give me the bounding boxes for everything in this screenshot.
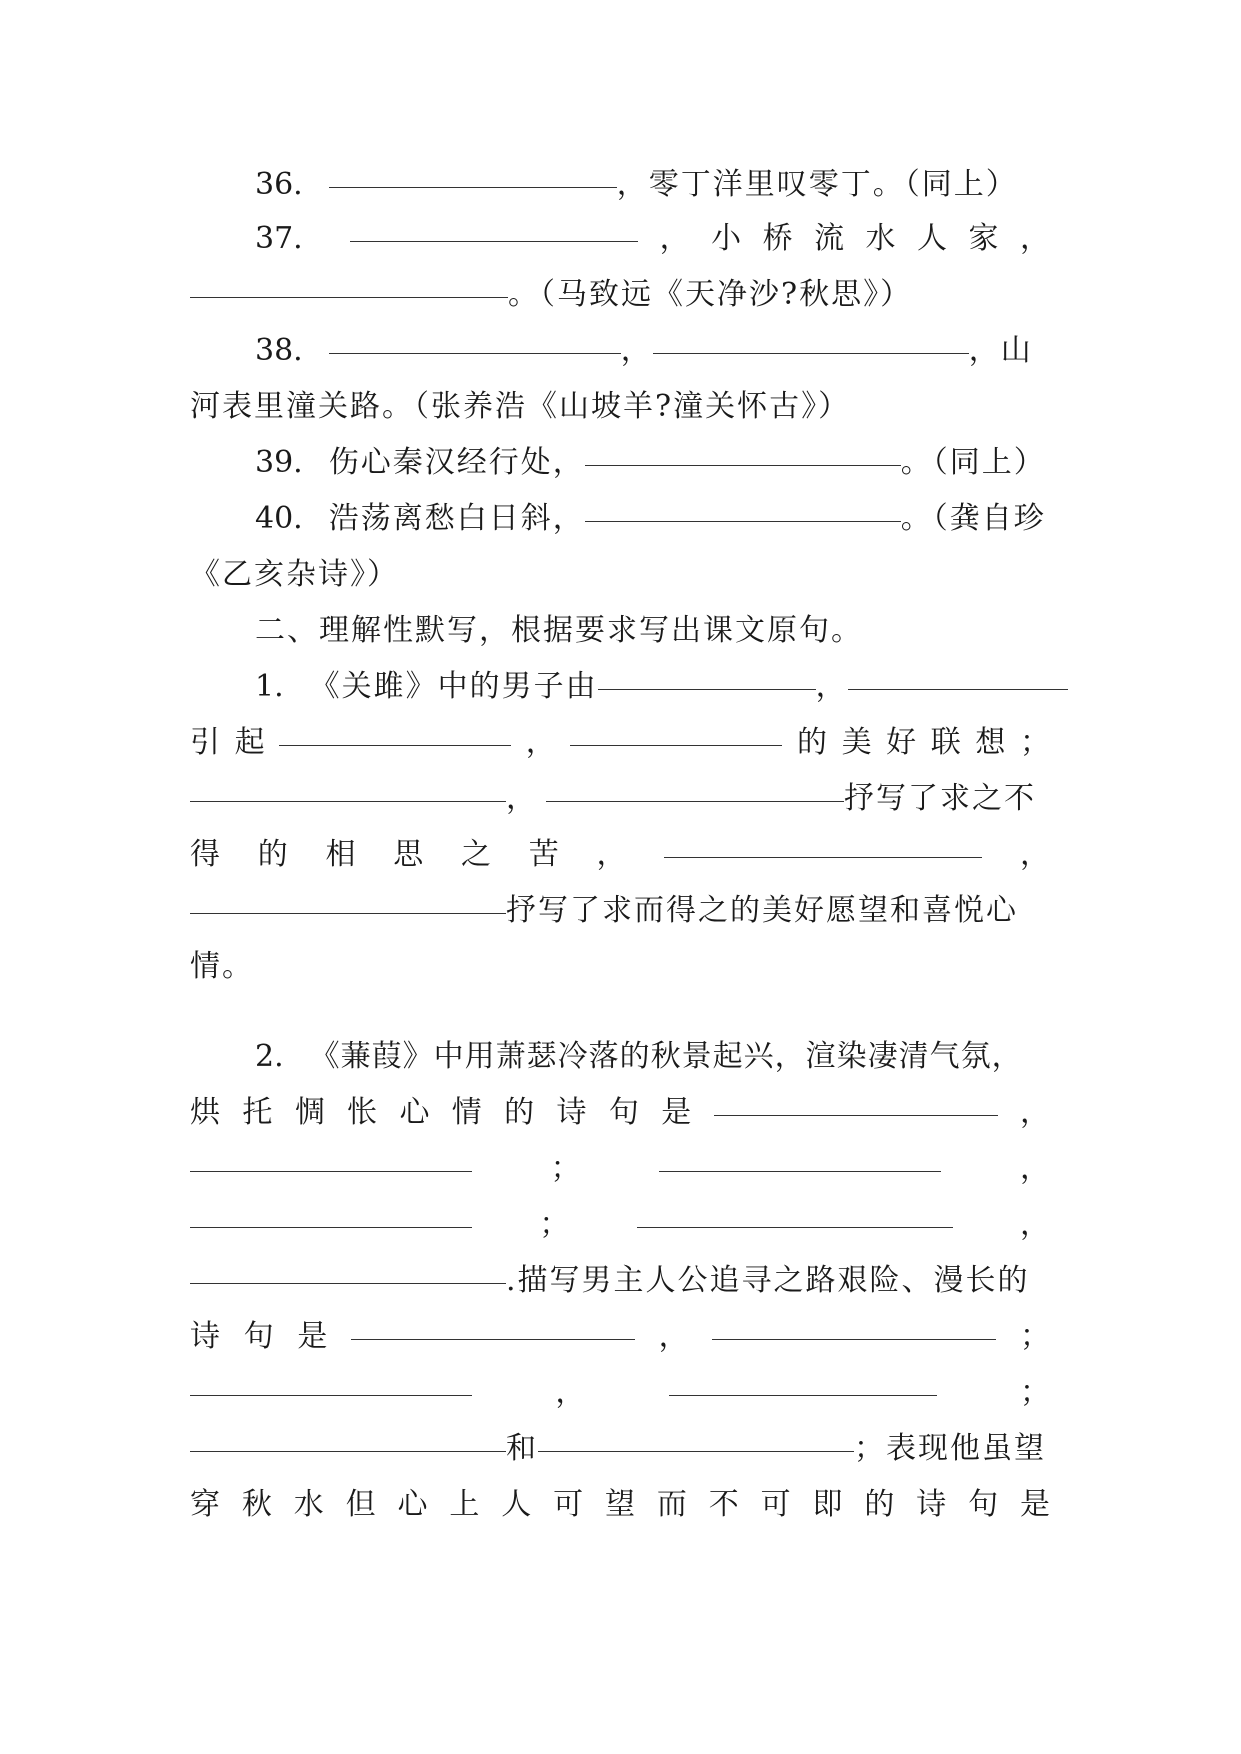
u1-word: 苦 — [528, 837, 559, 872]
u2-l1: 《蒹葭》中用萧瑟冷落的秋景起兴，渲染凄清气氛， — [309, 1039, 1023, 1074]
u1-l4-end: ， — [1020, 837, 1050, 872]
q39-line — [255, 434, 1050, 492]
u2-word: 心 — [399, 1095, 430, 1130]
u2-word: 诗 — [916, 1487, 947, 1522]
u2-line-5 — [190, 1252, 1050, 1310]
u2-word: 托 — [242, 1095, 273, 1130]
u2-word: 穿 — [190, 1487, 220, 1522]
u1-l3-sep: ， — [506, 781, 538, 816]
q39-blank — [585, 465, 901, 466]
u2-word: 是 — [661, 1095, 692, 1130]
u1-number: 1. — [255, 669, 284, 704]
u1-blank-2 — [848, 689, 1068, 690]
u2-word: 句 — [243, 1319, 274, 1354]
u1-line-1 — [255, 658, 1050, 716]
u2-word: 心 — [397, 1487, 428, 1522]
q37-source: 。（马致远《天净沙?秋思》） — [508, 277, 913, 312]
q37-number: 37. — [255, 221, 303, 256]
u2-line-8 — [190, 1420, 1050, 1478]
u1-blank-8 — [190, 913, 506, 914]
u1-line-4 — [190, 826, 1050, 884]
q39-number: 39. — [255, 445, 303, 480]
u2-blank-7 — [351, 1339, 635, 1340]
u1-l3-post: 抒写了求之不 — [844, 781, 1036, 816]
u2-word: 怅 — [347, 1095, 378, 1130]
u2-line-9 — [190, 1476, 1050, 1534]
u2-word: 即 — [812, 1487, 843, 1522]
q40-pre: 浩荡离愁白日斜， — [328, 501, 585, 536]
u1-blank-4 — [570, 745, 782, 746]
q37-char: ， — [1019, 221, 1050, 256]
u2-line-7 — [190, 1364, 1050, 1422]
u2-blank-6 — [190, 1283, 506, 1284]
u2-word: 句 — [608, 1095, 639, 1130]
u1-sep: ， — [815, 669, 848, 704]
u2-word: 不 — [708, 1487, 739, 1522]
q37-char: 家 — [968, 221, 999, 256]
u1-word: ； — [1019, 725, 1050, 760]
q37-char: 流 — [814, 221, 845, 256]
q37-line-2 — [190, 266, 1050, 324]
u2-word: 惆 — [294, 1095, 325, 1130]
u1-l5-post: 抒写了求而得之的美好愿望和喜悦心 — [506, 893, 1018, 928]
q37-blank-2 — [190, 297, 508, 298]
u2-blank-9 — [190, 1395, 472, 1396]
u2-l3-end: ， — [1019, 1151, 1050, 1186]
u1-line-5 — [190, 882, 1050, 940]
u1-line-2 — [190, 714, 1050, 772]
q36-number: 36. — [255, 167, 303, 202]
q36-blank — [329, 187, 617, 188]
u1-word: 联 — [930, 725, 961, 760]
u2-line-1 — [255, 1028, 1050, 1086]
u2-l7-sep: ， — [555, 1375, 586, 1410]
u1-blank-5 — [190, 801, 506, 802]
q37-char: 人 — [917, 221, 947, 256]
u2-blank-11 — [190, 1451, 506, 1452]
u2-l5-post: .描写男主人公追寻之路艰险、漫长的 — [506, 1263, 1030, 1298]
u1-blank-1 — [598, 689, 816, 690]
u2-l4-end: ， — [1019, 1207, 1050, 1242]
q40-post: 。（龚自珍 — [900, 501, 1046, 536]
u2-word: 的 — [864, 1487, 895, 1522]
u2-l6-end: ； — [1019, 1319, 1050, 1354]
u1-l2-sep: ， — [525, 725, 556, 760]
u1-pre: 《关雎》中的男子由 — [309, 669, 598, 704]
q38-blank-2 — [653, 353, 969, 354]
u2-l7-end: ； — [1019, 1375, 1050, 1410]
u1-word: ， — [596, 837, 627, 872]
u1-word: 之 — [461, 837, 491, 872]
section-2-title — [255, 602, 1050, 660]
u2-word: 秋 — [241, 1487, 272, 1522]
u2-word: 烘 — [190, 1095, 220, 1130]
q37-char: 小 — [711, 221, 742, 256]
u1-blank-3 — [279, 745, 511, 746]
u2-blank-5 — [637, 1227, 953, 1228]
q37-char: 桥 — [762, 221, 793, 256]
u2-l4-semi: ； — [539, 1207, 570, 1242]
u1-word: 美 — [841, 725, 872, 760]
q38-number: 38. — [255, 333, 303, 368]
u1-word: 的 — [257, 837, 288, 872]
u2-word: 望 — [605, 1487, 635, 1522]
u1-line-6 — [190, 938, 1050, 996]
q37-line — [255, 210, 1050, 268]
u2-blank-3 — [659, 1171, 941, 1172]
u1-word: 相 — [325, 837, 356, 872]
q38-blank-1 — [329, 353, 621, 354]
q38-line — [255, 322, 1050, 380]
q36-line — [255, 156, 1050, 214]
u1-word: 好 — [886, 725, 917, 760]
u2-word: 的 — [504, 1095, 535, 1130]
u2-l8-post: ；表现他虽望 — [854, 1431, 1046, 1466]
q40-line-2 — [190, 546, 1050, 604]
u2-word: 人 — [501, 1487, 532, 1522]
u2-line-3 — [190, 1140, 1050, 1198]
u1-word: 得 — [190, 837, 220, 872]
u2-word: 诗 — [556, 1095, 587, 1130]
u1-word: 的 — [796, 725, 827, 760]
u1-word: 想 — [975, 725, 1006, 760]
u2-l2-end: ， — [1019, 1095, 1050, 1130]
u1-word: 思 — [393, 837, 424, 872]
u2-line-6 — [190, 1308, 1050, 1366]
q40-number: 40. — [255, 501, 303, 536]
u1-word: 起 — [234, 725, 265, 760]
q37-char: ， — [659, 221, 690, 256]
u2-line-2 — [190, 1084, 1050, 1142]
q37-char: 水 — [865, 221, 896, 256]
u2-word: 水 — [293, 1487, 324, 1522]
q39-post: 。（同上） — [900, 445, 1046, 480]
u2-blank-8 — [712, 1339, 996, 1340]
u2-word: 而 — [656, 1487, 687, 1522]
q36-text: ，零丁洋里叹零丁。（同上） — [616, 167, 1018, 202]
u2-word: 诗 — [190, 1319, 220, 1354]
u2-word: 情 — [451, 1095, 482, 1130]
u2-l3-semi: ； — [550, 1151, 581, 1186]
u2-blank-2 — [190, 1171, 472, 1172]
u2-blank-4 — [190, 1227, 472, 1228]
q40-source: 《乙亥杂诗》） — [190, 557, 399, 592]
q38-line-2 — [190, 378, 1050, 436]
section-2-heading: 二、理解性默写，根据要求写出课文原句。 — [255, 613, 863, 648]
q39-pre: 伤心秦汉经行处， — [328, 445, 585, 480]
u2-number: 2. — [255, 1039, 284, 1074]
q38-sep-2: ，山 — [968, 333, 1033, 368]
u2-l8-mid: 和 — [506, 1431, 538, 1466]
u2-line-4 — [190, 1196, 1050, 1254]
u2-word: 上 — [449, 1487, 480, 1522]
q37-blank-1 — [350, 241, 638, 242]
q38-sep-1: ， — [620, 333, 653, 368]
u2-word: 但 — [345, 1487, 376, 1522]
u1-blank-6 — [546, 801, 844, 802]
q38-source: 河表里潼关路。（张养浩《山坡羊?潼关怀古》） — [190, 389, 851, 424]
u1-word: 引 — [190, 725, 220, 760]
u2-word: 可 — [760, 1487, 791, 1522]
q40-line — [255, 490, 1050, 548]
u2-l6-sep: ， — [658, 1319, 689, 1354]
u1-line-3 — [190, 770, 1050, 828]
u1-l6: 情。 — [190, 949, 254, 984]
u2-word: 是 — [297, 1319, 328, 1354]
u2-word: 是 — [1020, 1487, 1050, 1522]
u2-word: 句 — [968, 1487, 999, 1522]
u2-blank-10 — [669, 1395, 937, 1396]
u2-blank-12 — [538, 1451, 854, 1452]
u2-word: 可 — [553, 1487, 584, 1522]
u2-blank-1 — [714, 1115, 998, 1116]
q40-blank — [585, 521, 901, 522]
u1-blank-7 — [664, 857, 982, 858]
